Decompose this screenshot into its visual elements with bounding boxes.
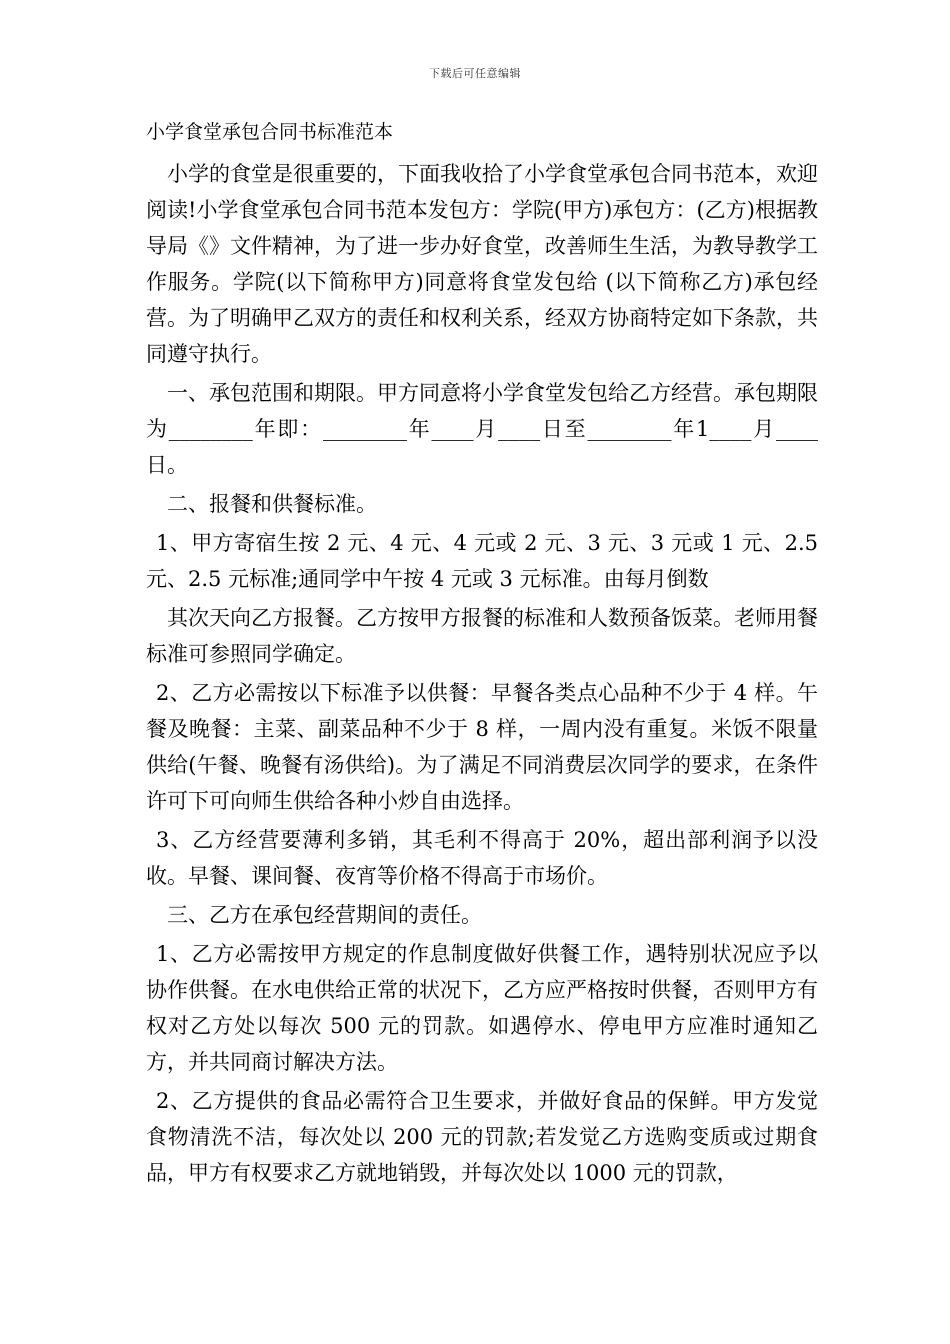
paragraph-2-1-cont: 其次天向乙方报餐。乙方按甲方报餐的标准和人数预备饭菜。老师用餐标准可参照同学确定。 (146, 606, 818, 666)
document-body (146, 156, 818, 1191)
paragraph-section-1: 一、承包范围和期限。甲方同意将小学食堂发包给乙方经营。承包期限为________年即：________年____月____日至________年1____月____日。 (146, 381, 818, 477)
paragraph-2-3: 3、乙方经营要薄利多销，其毛利不得高于 20%，超出部利润予以没收。早餐、课间餐、夜宵等价格不得高于市场价。 (146, 828, 818, 888)
paragraph-2-2: 2、乙方必需按以下标准予以供餐：早餐各类点心品种不少于 4 样。午餐及晚餐：主菜、副菜品种不少于 8 样，一周内没有重复。米饭不限量供给(午餐、晚餐有汤供给)。为了满足不同消费层次同学的要求，在条件许可下可向师生供给各种小炒自由选择。 (146, 681, 818, 813)
paragraph-section-3-heading: 三、乙方在承包经营期间的责任。 (167, 903, 482, 927)
page-header-note: 下载后可任意编辑 (429, 67, 521, 80)
paragraph-intro: 小学的食堂是很重要的，下面我收拾了小学食堂承包合同书范本，欢迎阅读!小学食堂承包合同书范本发包方：学院(甲方)承包方：(乙方)根据教导局《》文件精神，为了进一步办好食堂，改善师生生活，为教导教学工作服务。学院(以下简称甲方)同意将食堂发包给 (以下简称乙方)承包经营。为了明确甲乙双方的责任和权利关系，经双方协商特定如下条款，共同遵守执行。 (146, 162, 818, 366)
paragraph-2-1: 1、甲方寄宿生按 2 元、4 元、4 元或 2 元、3 元、3 元或 1 元、2.5元、2.5 元标准;通同学中午按 4 元或 3 元标准。由每月倒数 (146, 531, 818, 591)
paragraph-section-2-heading: 二、报餐和供餐标准。 (167, 492, 377, 516)
paragraph-3-2: 2、乙方提供的食品必需符合卫生要求，并做好食品的保鲜。甲方发觉食物清洗不洁，每次处以 200 元的罚款;若发觉乙方选购变质或过期食品，甲方有权要求乙方就地销毁，并每次处以 1000 元的罚款， (146, 1089, 818, 1185)
document-title: 小学食堂承包合同书标准范本 (146, 121, 394, 143)
paragraph-3-1: 1、乙方必需按甲方规定的作息制度做好供餐工作，遇特别状况应予以协作供餐。在水电供给正常的状况下，乙方应严格按时供餐，否则甲方有权对乙方处以每次 500 元的罚款。如遇停水、停电甲方应准时通知乙方，并共同商讨解决方法。 (146, 942, 818, 1074)
